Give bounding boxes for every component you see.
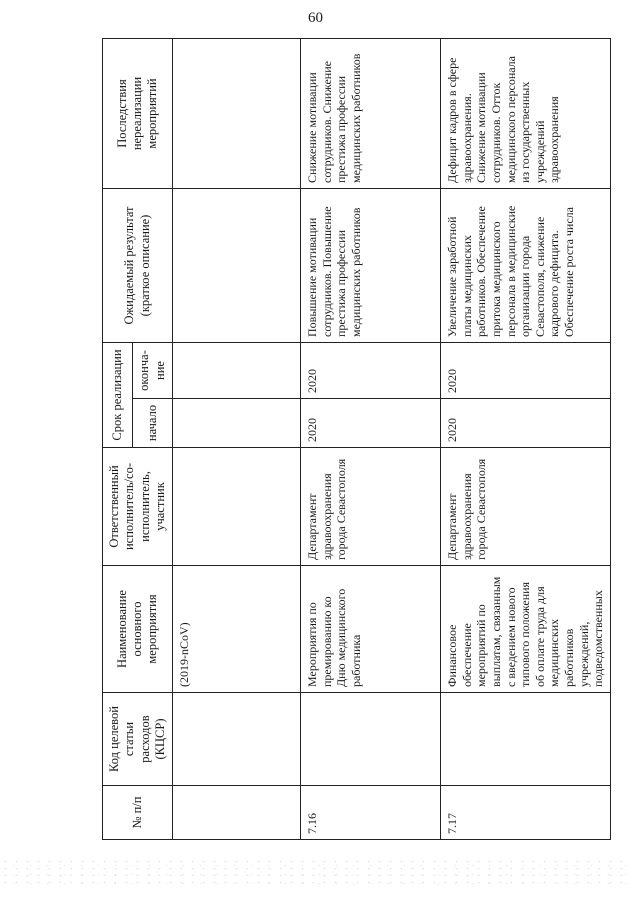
- table-row: [173, 38, 301, 839]
- cell-num: [173, 786, 301, 840]
- cell-start: [173, 399, 301, 448]
- cell-num: 7.16: [301, 786, 441, 840]
- header-result: Ожидаемый результат (краткое описание): [103, 188, 173, 342]
- header-end: оконча-ние: [133, 342, 173, 398]
- cell-executor: Департамент здравоохранения города Севастополя: [301, 448, 441, 566]
- cell-end: 2020: [301, 342, 441, 398]
- cell-result: Увеличение заработной платы медицинских работников. Обеспечение притока медицинского персонала в медицинские организации города Севастополя, снижение кадрового дефицита. Обеспечение роста числа: [441, 188, 611, 342]
- cell-name: Мероприятия по премированию ко Дню медицинского работника: [301, 566, 441, 693]
- header-row: [103, 38, 133, 839]
- header-executor: Ответственный исполнитель/со-исполнитель, участник: [103, 448, 173, 566]
- cell-consequences: Дефицит кадров в сфере здравоохранения. Снижение мотивации сотрудников. Отток медицинского персонала из государственных учреждений здравоохранения: [441, 38, 611, 188]
- cell-consequences: Снижение мотивации сотрудников. Снижение престижа профессии медицинских работников: [301, 38, 441, 188]
- cell-start: 2020: [441, 399, 611, 448]
- header-name: Наименование основного мероприятия: [103, 566, 173, 693]
- cell-end: 2020: [441, 342, 611, 398]
- measures-table: [102, 38, 611, 840]
- cell-name: (2019-nCoV): [173, 566, 301, 693]
- cell-result: [173, 188, 301, 342]
- scan-noise: [0, 858, 631, 888]
- cell-start: 2020: [301, 399, 441, 448]
- header-consequences: Последствия нереализации мероприятий: [103, 38, 173, 188]
- cell-code: [441, 693, 611, 786]
- cell-end: [173, 342, 301, 398]
- header-code: Код целевой статьи расходов (КЦСР): [103, 693, 173, 786]
- cell-executor: Департамент здравоохранения города Севастополя: [441, 448, 611, 566]
- cell-code: [173, 693, 301, 786]
- cell-consequences: [173, 38, 301, 188]
- table-row: [441, 38, 611, 839]
- page-number: 60: [308, 10, 323, 26]
- header-start: начало: [133, 399, 173, 448]
- cell-code: [301, 693, 441, 786]
- header-term: Срок реализации: [103, 342, 133, 447]
- table-row: [301, 38, 441, 839]
- cell-num: 7.17: [441, 786, 611, 840]
- header-num: № п/п: [103, 786, 173, 840]
- cell-executor: [173, 448, 301, 566]
- cell-name: Финансовое обеспечение мероприятий по выплатам, связанным с введением нового типового положения об оплате труда для медицинских работников учреждений, подведомственных: [441, 566, 611, 693]
- rotated-table-wrapper: [102, 39, 606, 840]
- cell-result: Повышение мотивации сотрудников. Повышение престижа профессии медицинских работников: [301, 188, 441, 342]
